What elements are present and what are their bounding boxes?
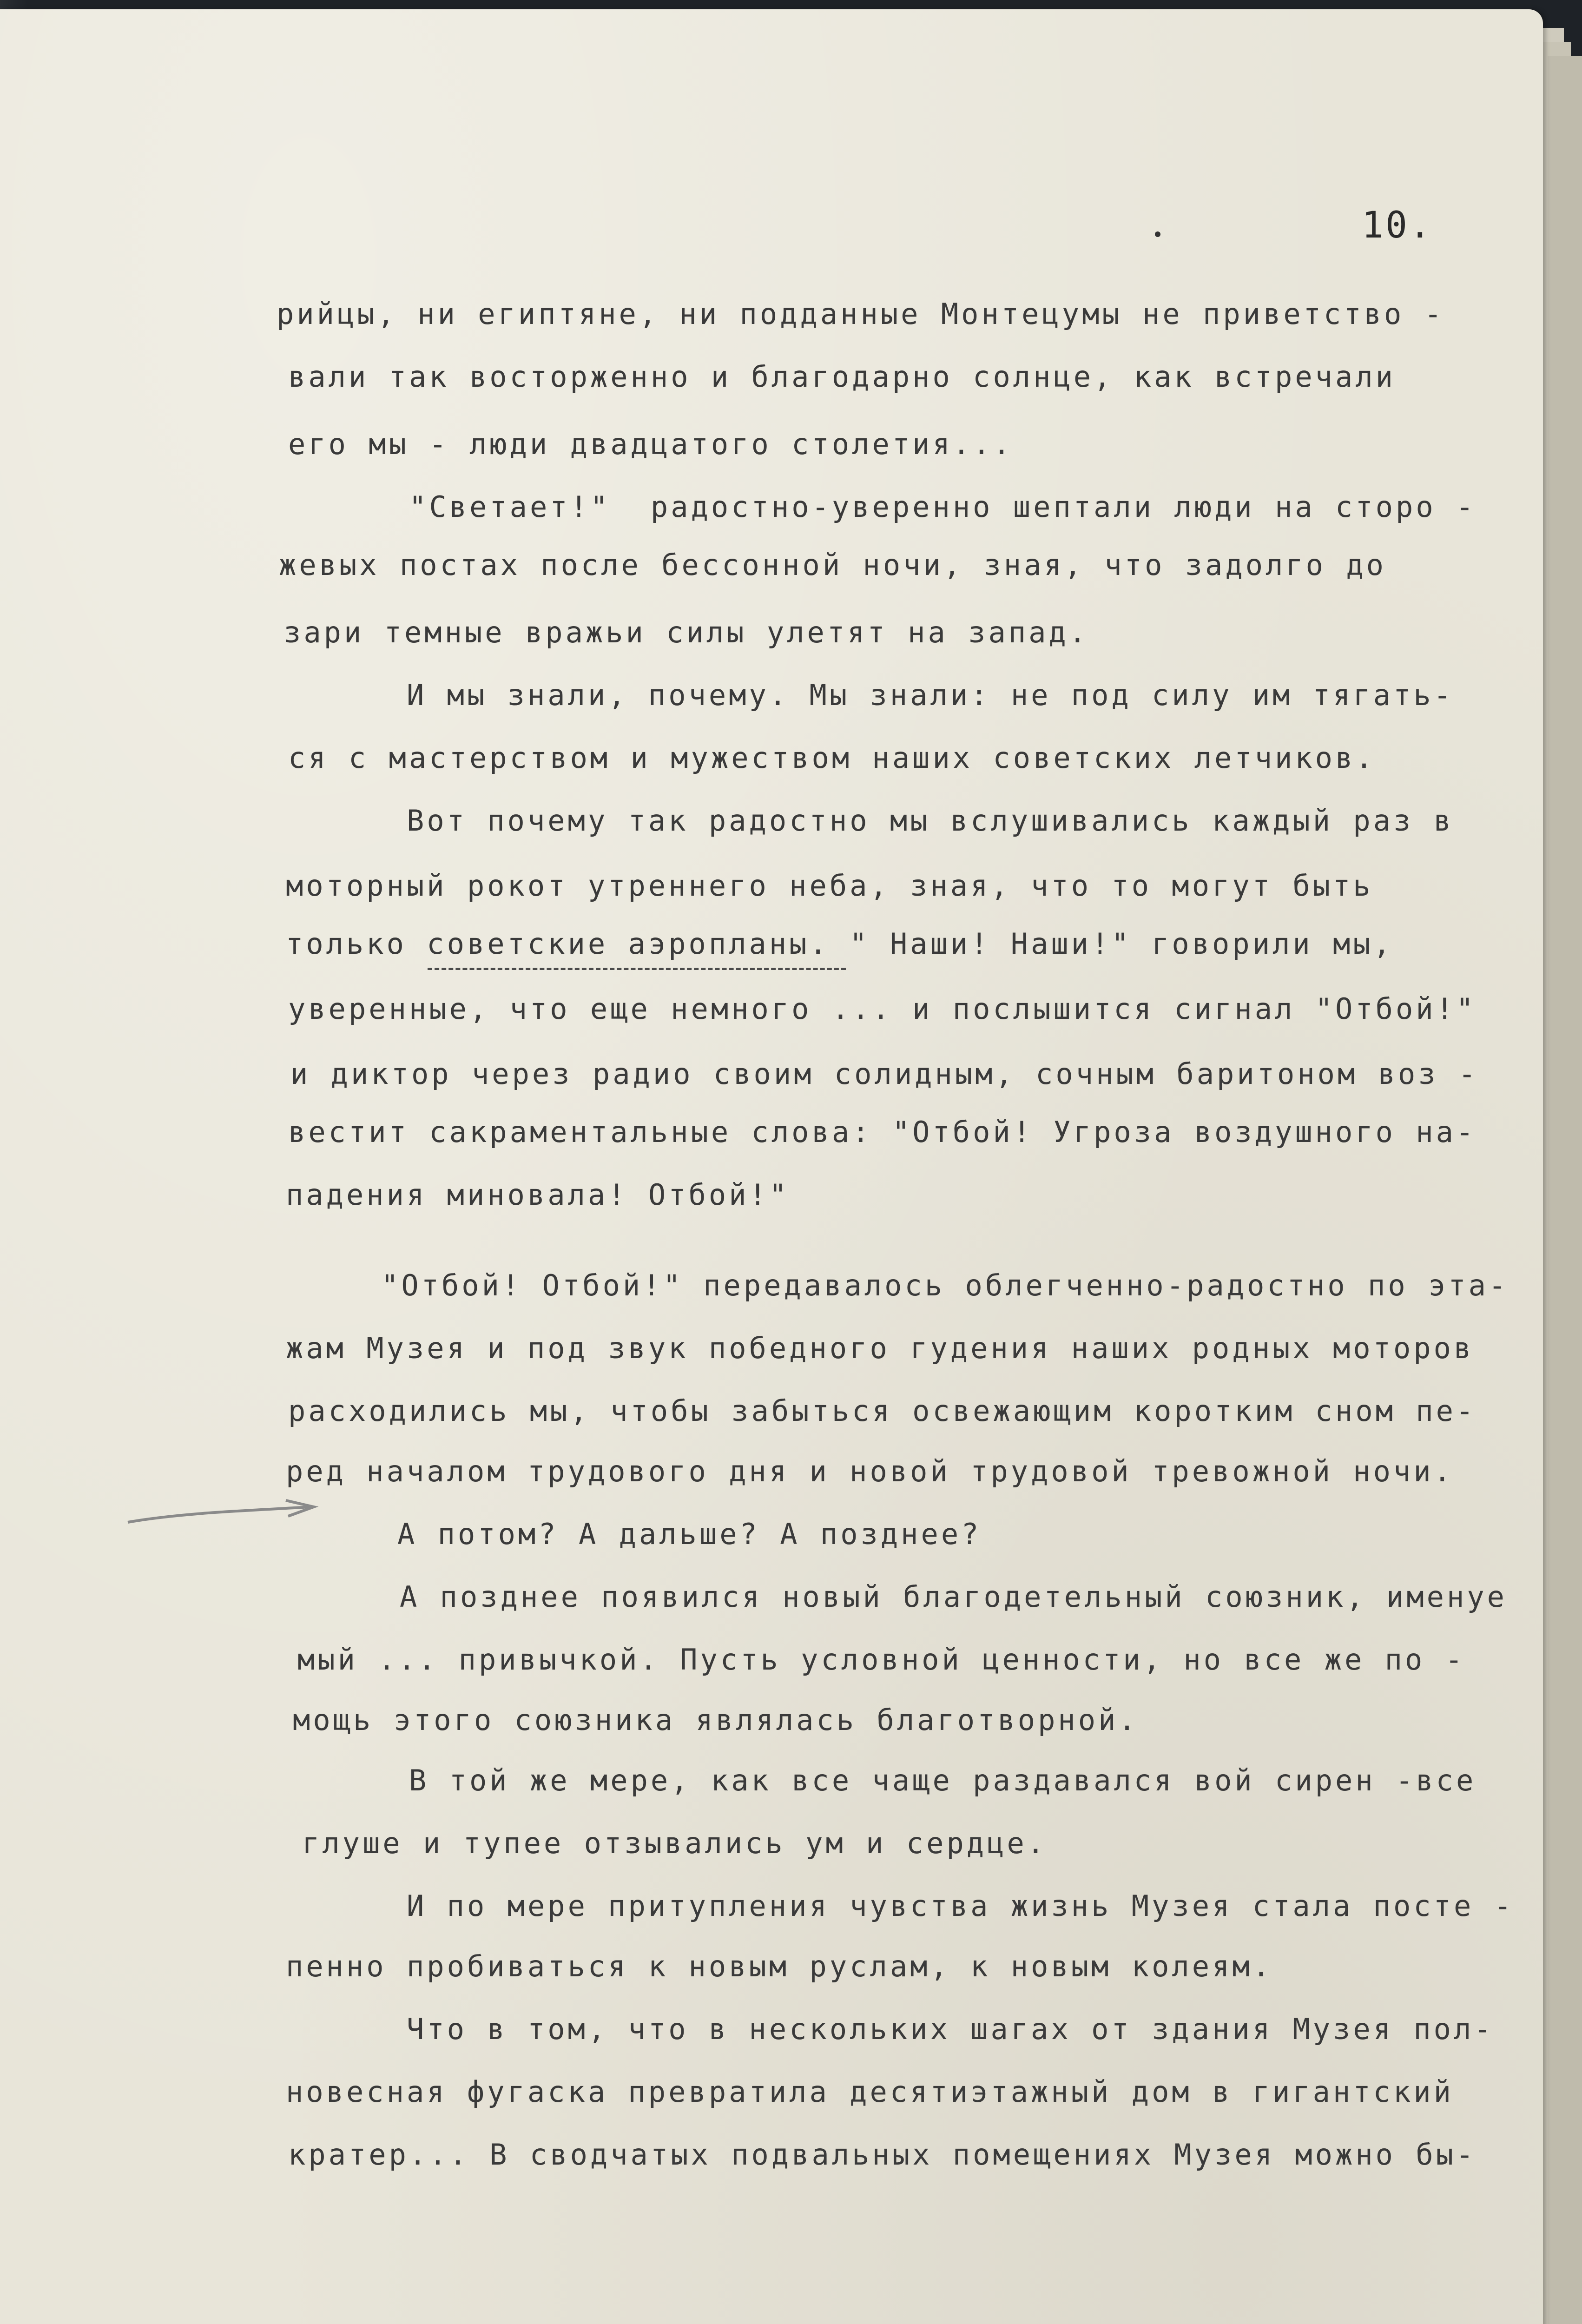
text-line: А потом? А дальше? А позднее? [397,1517,982,1551]
text-line: кратер... В сводчатых подвальных помещениях Музея можно бы- [288,2138,1477,2172]
text-line: мощь этого союзника являлась благотворной. [293,1703,1139,1737]
text-line: вали так восторженно и благодарно солнце, как встречали [288,360,1396,394]
pencil-underline [428,968,846,970]
text-line: только советские аэропланы. " Наши! Наши!" говорили мы, [286,927,1393,961]
text-line: новесная фугаска превратила десятиэтажный дом в гигантский [286,2075,1454,2109]
text-line: зари темные вражьи силы улетят на запад. [283,615,1089,649]
text-line: "Светает!" радостно-уверенно шептали люди на сторо - [409,490,1477,524]
pencil-arrow-icon [125,1497,321,1538]
text-line: жевых постах после бессонной ночи, зная, что задолго до [279,548,1386,582]
ink-dot [1155,231,1160,237]
text-line: уверенные, что еще немного ... и послышится сигнал "Отбой!" [288,992,1477,1026]
underlying-page [1548,56,1582,2324]
text-line: падения миновала! Отбой!" [286,1178,790,1212]
text-line: глуше и тупее отзывались ум и сердце. [302,1826,1048,1860]
text-line: вестит сакраментальные слова: "Отбой! Угроза воздушного на- [288,1115,1477,1149]
text-line: моторный рокот утреннего неба, зная, что то могут быть [286,869,1373,903]
text-line: Что в том, что в нескольких шагах от здания Музея пол- [407,2012,1494,2046]
text-line: ся с мастерством и мужеством наших советских летчиков. [288,741,1376,775]
text-line: жам Музея и под звук победного гудения наших родных моторов [286,1331,1474,1365]
text-line: пенно пробиваться к новым руслам, к новым колеям. [286,1949,1273,1983]
text-line: "Отбой! Отбой!" передавалось облегченно-радостно по эта- [381,1268,1509,1302]
text-line: И мы знали, почему. Мы знали: не под силу им тягать- [407,678,1454,712]
typewritten-page [0,9,1543,2324]
text-line: мый ... привычкой. Пусть условной ценности, но все же по - [297,1643,1465,1677]
text-line: А позднее появился новый благодетельный союзник, именуе [400,1580,1507,1614]
text-line: И по мере притупления чувства жизнь Музея стала посте - [407,1889,1514,1923]
text-line: рийцы, ни египтяне, ни подданные Монтецумы не приветство - [277,297,1444,331]
text-line: ред началом трудового дня и новой трудовой тревожной ночи. [286,1454,1454,1488]
text-line: Вот почему так радостно мы вслушивались каждый раз в [407,804,1454,838]
text-line: его мы - люди двадцатого столетия... [288,427,1013,461]
page-number: 10. [1362,205,1433,246]
text-line: и диктор через радио своим солидным, сочным баритоном воз - [290,1057,1479,1091]
text-line: В той же мере, как все чаще раздавался вой сирен -все [409,1763,1477,1797]
text-line: расходились мы, чтобы забыться освежающим коротким сном пе- [288,1394,1477,1428]
